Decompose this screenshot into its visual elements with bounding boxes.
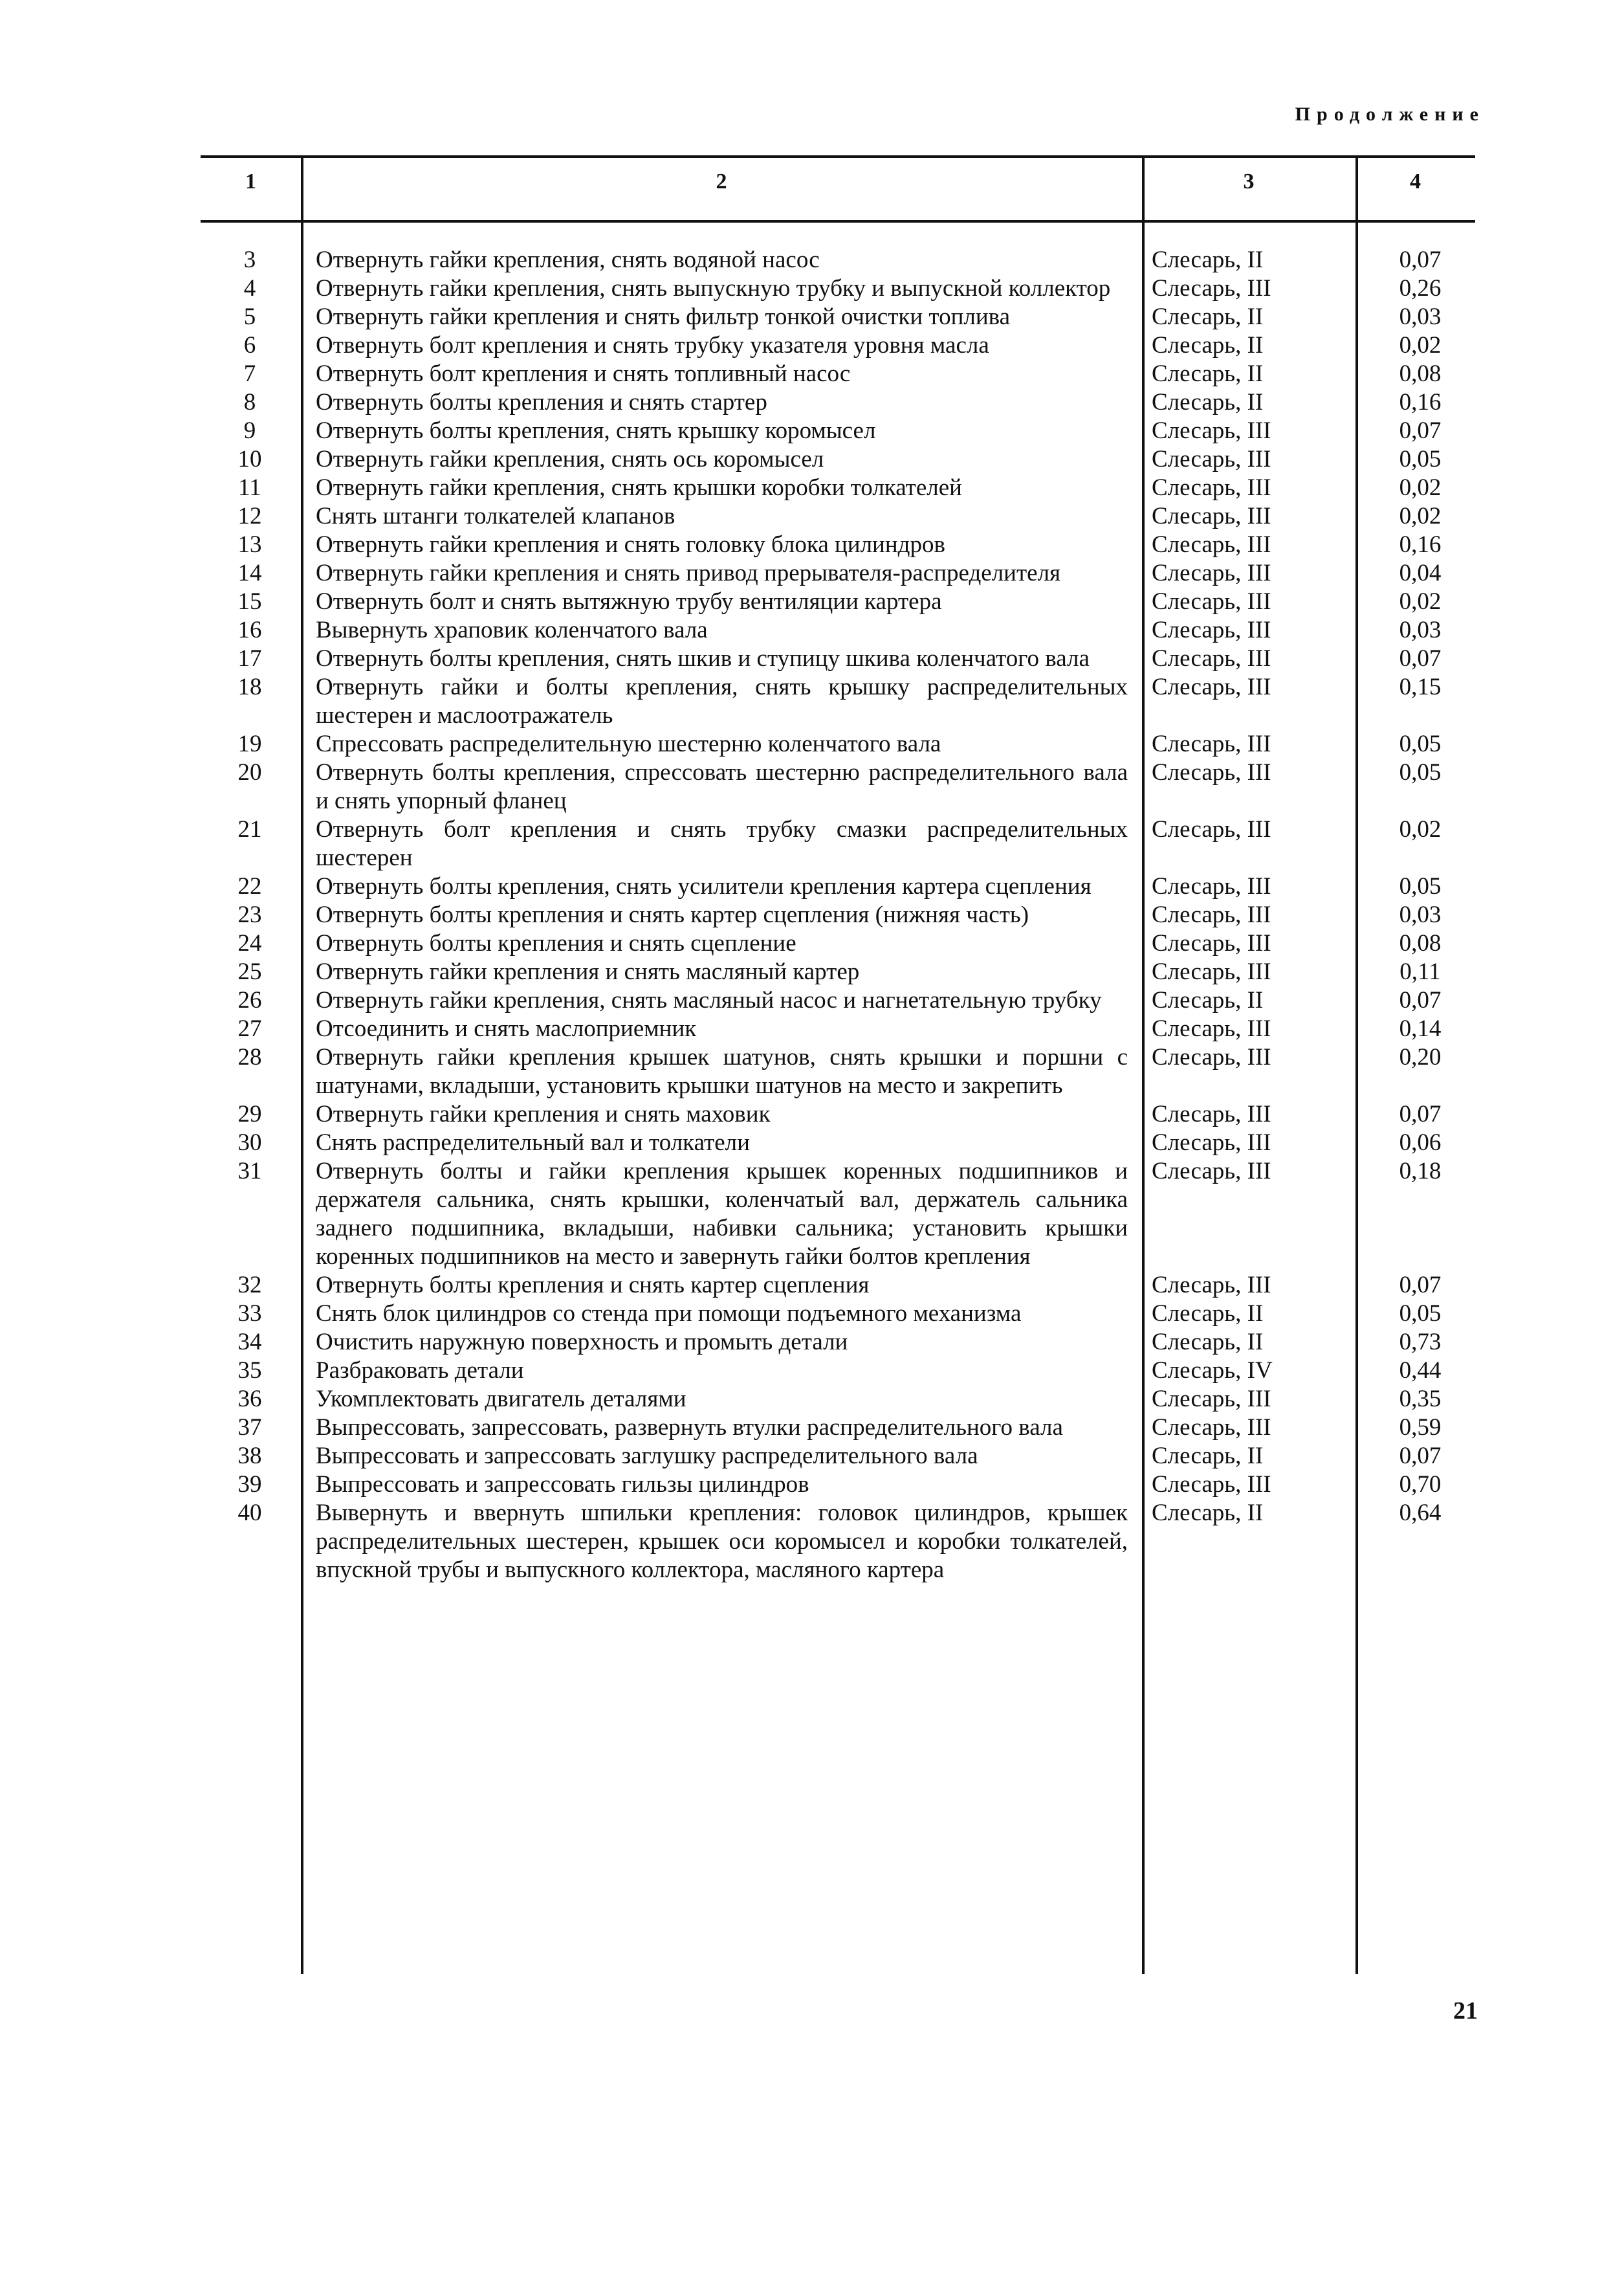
table-row <box>201 1015 1475 1043</box>
operation-description: Отвернуть болты крепления, спрессовать шестерню распределительного вала и снять упорный фланец <box>316 759 1128 814</box>
row-number: 30 <box>237 1129 262 1156</box>
operation-description: Отвернуть гайки крепления и снять маховик <box>316 1101 771 1127</box>
time-norm: 0,15 <box>1399 674 1442 700</box>
operation-description: Отвернуть болт крепления и снять трубку указателя уровня масла <box>316 332 989 359</box>
table-row <box>201 360 1475 388</box>
header-col-1: 1 <box>245 170 256 194</box>
operation-description: Отвернуть гайки крепления, снять выпускную трубку и выпускной коллектор <box>316 275 1111 302</box>
time-norm: 0,02 <box>1399 332 1442 359</box>
row-number: 4 <box>243 275 256 302</box>
table-header-rule <box>201 220 1475 223</box>
table-row <box>201 1385 1475 1414</box>
worker-grade: Слесарь, III <box>1152 446 1271 472</box>
table-row <box>201 1157 1475 1271</box>
row-number: 38 <box>237 1443 262 1469</box>
worker-grade: Слесарь, III <box>1152 674 1271 700</box>
time-norm: 0,08 <box>1399 930 1442 957</box>
row-number: 19 <box>237 731 262 757</box>
time-norm: 0,02 <box>1399 588 1442 615</box>
table-row <box>201 417 1475 445</box>
row-number: 10 <box>237 446 262 472</box>
time-norm: 0,07 <box>1399 247 1442 273</box>
time-norm: 0,07 <box>1399 1101 1442 1127</box>
operation-description: Отвернуть болты крепления, снять крышку коромысел <box>316 417 876 444</box>
worker-grade: Слесарь, III <box>1152 588 1271 615</box>
row-number: 18 <box>237 674 262 700</box>
page-number: 21 <box>1453 1997 1478 2024</box>
table-row <box>201 388 1475 417</box>
time-norm: 0,05 <box>1399 446 1442 472</box>
operation-description: Отвернуть гайки крепления и снять привод прерывателя-распределителя <box>316 560 1061 586</box>
row-number: 35 <box>237 1357 262 1384</box>
row-number: 23 <box>237 902 262 928</box>
worker-grade: Слесарь, III <box>1152 1471 1271 1498</box>
time-norm: 0,03 <box>1399 304 1442 330</box>
table-row <box>201 559 1475 588</box>
time-norm: 0,03 <box>1399 902 1442 928</box>
worker-grade: Слесарь, II <box>1152 1500 1264 1526</box>
row-number: 12 <box>237 503 262 529</box>
table-row <box>201 815 1475 872</box>
table-row <box>201 1357 1475 1385</box>
table-row <box>201 331 1475 360</box>
time-norm: 0,07 <box>1399 987 1442 1014</box>
row-number: 31 <box>237 1158 262 1184</box>
time-norm: 0,14 <box>1399 1015 1442 1042</box>
table-row <box>201 1043 1475 1100</box>
row-number: 11 <box>238 474 261 501</box>
worker-grade: Слесарь, III <box>1152 1129 1271 1156</box>
time-norm: 0,02 <box>1399 816 1442 843</box>
row-number: 16 <box>237 617 262 643</box>
time-norm: 0,02 <box>1399 503 1442 529</box>
time-norm: 0,06 <box>1399 1129 1442 1156</box>
row-number: 17 <box>237 645 262 672</box>
operation-description: Выпрессовать и запрессовать заглушку распределительного вала <box>316 1443 978 1469</box>
worker-grade: Слесарь, II <box>1152 332 1264 359</box>
worker-grade: Слесарь, II <box>1152 987 1264 1014</box>
worker-grade: Слесарь, III <box>1152 474 1271 501</box>
operation-description: Очистить наружную поверхность и промыть детали <box>316 1329 848 1355</box>
time-norm: 0,05 <box>1399 731 1442 757</box>
operation-description: Отвернуть гайки крепления и снять масляный картер <box>316 959 860 985</box>
table-row <box>201 588 1475 616</box>
row-number: 13 <box>237 531 262 558</box>
time-norm: 0,16 <box>1399 531 1442 558</box>
worker-grade: Слесарь, III <box>1152 731 1271 757</box>
worker-grade: Слесарь, II <box>1152 304 1264 330</box>
operation-description: Выпрессовать, запрессовать, развернуть втулки распределительного вала <box>316 1414 1063 1441</box>
row-number: 6 <box>243 332 256 359</box>
time-norm: 0,73 <box>1399 1329 1442 1355</box>
time-norm: 0,04 <box>1399 560 1442 586</box>
table-row <box>201 1442 1475 1470</box>
table-row <box>201 673 1475 730</box>
table-body <box>201 246 1475 1584</box>
worker-grade: Слесарь, III <box>1152 873 1271 900</box>
time-norm: 0,26 <box>1399 275 1442 302</box>
worker-grade: Слесарь, III <box>1152 503 1271 529</box>
table-row <box>201 730 1475 759</box>
table-row <box>201 872 1475 901</box>
row-number: 3 <box>243 247 256 273</box>
row-number: 32 <box>237 1272 262 1298</box>
worker-grade: Слесарь, II <box>1152 360 1264 387</box>
table-row <box>201 474 1475 502</box>
time-norm: 0,03 <box>1399 617 1442 643</box>
table-row <box>201 445 1475 474</box>
time-norm: 0,16 <box>1399 389 1442 416</box>
table-row <box>201 303 1475 331</box>
worker-grade: Слесарь, III <box>1152 902 1271 928</box>
worker-grade: Слесарь, II <box>1152 247 1264 273</box>
table-row <box>201 958 1475 986</box>
worker-grade: Слесарь, III <box>1152 759 1271 786</box>
time-norm: 0,07 <box>1399 1443 1442 1469</box>
table-row <box>201 1470 1475 1499</box>
time-norm: 0,08 <box>1399 360 1442 387</box>
operation-description: Разбраковать детали <box>316 1357 524 1384</box>
time-norm: 0,35 <box>1399 1386 1442 1412</box>
table-row <box>201 1300 1475 1328</box>
worker-grade: Слесарь, III <box>1152 617 1271 643</box>
table-row <box>201 1414 1475 1442</box>
operation-description: Отвернуть гайки крепления, снять водяной насос <box>316 247 820 273</box>
operation-description: Отвернуть болты крепления и снять сцепление <box>316 930 796 957</box>
time-norm: 0,07 <box>1399 417 1442 444</box>
row-number: 9 <box>243 417 256 444</box>
operation-description: Отвернуть болты крепления и снять стартер <box>316 389 767 416</box>
time-norm: 0,02 <box>1399 474 1442 501</box>
table-row <box>201 1100 1475 1129</box>
time-norm: 0,59 <box>1399 1414 1442 1441</box>
worker-grade: Слесарь, III <box>1152 1044 1271 1070</box>
row-number: 15 <box>237 588 262 615</box>
table-row <box>201 616 1475 645</box>
operation-description: Отвернуть гайки и болты крепления, снять крышку распределительных шестерен и маслоотражатель <box>316 674 1128 729</box>
table-row <box>201 1129 1475 1157</box>
time-norm: 0,18 <box>1399 1158 1442 1184</box>
table-row <box>201 246 1475 274</box>
row-number: 29 <box>237 1101 262 1127</box>
worker-grade: Слесарь, III <box>1152 645 1271 672</box>
row-number: 22 <box>237 873 262 900</box>
operation-description: Отвернуть болты крепления и снять картер сцепления (нижняя часть) <box>316 902 1029 928</box>
operation-description: Отвернуть болт крепления и снять трубку смазки распределительных шестерен <box>316 816 1128 871</box>
row-number: 37 <box>237 1414 262 1441</box>
row-number: 40 <box>237 1500 262 1526</box>
operations-table <box>201 155 1475 1974</box>
worker-grade: Слесарь, III <box>1152 959 1271 985</box>
table-row <box>201 1499 1475 1584</box>
worker-grade: Слесарь, III <box>1152 531 1271 558</box>
table-row <box>201 929 1475 958</box>
worker-grade: Слесарь, III <box>1152 1158 1271 1184</box>
worker-grade: Слесарь, III <box>1152 1414 1271 1441</box>
operation-description: Отсоединить и снять маслоприемник <box>316 1015 697 1042</box>
worker-grade: Слесарь, II <box>1152 389 1264 416</box>
worker-grade: Слесарь, III <box>1152 275 1271 302</box>
time-norm: 0,05 <box>1399 873 1442 900</box>
operation-description: Снять штанги толкателей клапанов <box>316 503 675 529</box>
table-row <box>201 901 1475 929</box>
worker-grade: Слесарь, II <box>1152 1300 1264 1327</box>
row-number: 34 <box>237 1329 262 1355</box>
worker-grade: Слесарь, III <box>1152 560 1271 586</box>
row-number: 39 <box>237 1471 262 1498</box>
time-norm: 0,05 <box>1399 1300 1442 1327</box>
header-col-3: 3 <box>1243 170 1255 194</box>
operation-description: Снять блок цилиндров со стенда при помощи подъемного механизма <box>316 1300 1022 1327</box>
worker-grade: Слесарь, IV <box>1152 1357 1273 1384</box>
operation-description: Укомплектовать двигатель деталями <box>316 1386 686 1412</box>
time-norm: 0,64 <box>1399 1500 1442 1526</box>
table-row <box>201 1271 1475 1300</box>
row-number: 7 <box>243 360 256 387</box>
row-number: 33 <box>237 1300 262 1327</box>
header-col-4: 4 <box>1410 170 1421 194</box>
operation-description: Отвернуть гайки крепления, снять крышки коробки толкателей <box>316 474 962 501</box>
time-norm: 0,44 <box>1399 1357 1442 1384</box>
operation-description: Вывернуть и ввернуть шпильки крепления: головок цилиндров, крышек распределительных шестерен, крышек оси коромысел и коробки толкателей, впускной трубы и выпускного коллектора, масляного картера <box>316 1500 1128 1583</box>
continuation-label: Продолжение <box>1295 104 1485 125</box>
time-norm: 0,05 <box>1399 759 1442 786</box>
row-number: 25 <box>237 959 262 985</box>
worker-grade: Слесарь, III <box>1152 1386 1271 1412</box>
operation-description: Спрессовать распределительную шестерню коленчатого вала <box>316 731 941 757</box>
table-row <box>201 1328 1475 1357</box>
time-norm: 0,11 <box>1399 959 1441 985</box>
worker-grade: Слесарь, III <box>1152 1101 1271 1127</box>
worker-grade: Слесарь, II <box>1152 1443 1264 1469</box>
operation-description: Снять распределительный вал и толкатели <box>316 1129 750 1156</box>
row-number: 26 <box>237 987 262 1014</box>
table-row <box>201 645 1475 673</box>
table-row <box>201 502 1475 531</box>
table-row <box>201 274 1475 303</box>
operation-description: Отвернуть болты крепления, снять усилители крепления картера сцепления <box>316 873 1092 900</box>
worker-grade: Слесарь, III <box>1152 417 1271 444</box>
worker-grade: Слесарь, III <box>1152 930 1271 957</box>
operation-description: Выпрессовать и запрессовать гильзы цилиндров <box>316 1471 809 1498</box>
worker-grade: Слесарь, II <box>1152 1329 1264 1355</box>
operation-description: Вывернуть храповик коленчатого вала <box>316 617 708 643</box>
operation-description: Отвернуть гайки крепления и снять фильтр тонкой очистки топлива <box>316 304 1011 330</box>
row-number: 20 <box>237 759 262 786</box>
row-number: 24 <box>237 930 262 957</box>
worker-grade: Слесарь, III <box>1152 816 1271 843</box>
time-norm: 0,20 <box>1399 1044 1442 1070</box>
row-number: 14 <box>237 560 262 586</box>
worker-grade: Слесарь, III <box>1152 1272 1271 1298</box>
worker-grade: Слесарь, III <box>1152 1015 1271 1042</box>
header-col-2: 2 <box>716 170 727 194</box>
operation-description: Отвернуть гайки крепления, снять масляный насос и нагнетательную трубку <box>316 987 1102 1014</box>
table-top-rule <box>201 155 1475 158</box>
time-norm: 0,07 <box>1399 1272 1442 1298</box>
operation-description: Отвернуть болт крепления и снять топливный насос <box>316 360 851 387</box>
table-row <box>201 759 1475 815</box>
operation-description: Отвернуть гайки крепления крышек шатунов, снять крышки и поршни с шатунами, вкладыши, установить крышки шатунов на место и закрепить <box>316 1044 1128 1099</box>
row-number: 36 <box>237 1386 262 1412</box>
operation-description: Отвернуть гайки крепления, снять ось коромысел <box>316 446 824 472</box>
table-row <box>201 986 1475 1015</box>
table-row <box>201 531 1475 559</box>
operation-description: Отвернуть болты крепления и снять картер сцепления <box>316 1272 870 1298</box>
time-norm: 0,07 <box>1399 645 1442 672</box>
operation-description: Отвернуть болты крепления, снять шкив и ступицу шкива коленчатого вала <box>316 645 1090 672</box>
row-number: 5 <box>243 304 256 330</box>
operation-description: Отвернуть болт и снять вытяжную трубу вентиляции картера <box>316 588 942 615</box>
row-number: 21 <box>237 816 262 843</box>
row-number: 28 <box>237 1044 262 1070</box>
operation-description: Отвернуть болты и гайки крепления крышек коренных подшипников и держателя сальника, снять крышки, коленчатый вал, держатель сальника заднего подшипника, вкладыши, набивки сальника; установить крышки коренных подшипников на место и завернуть гайки болтов крепления <box>316 1158 1128 1270</box>
time-norm: 0,70 <box>1399 1471 1442 1498</box>
row-number: 27 <box>237 1015 262 1042</box>
row-number: 8 <box>243 389 256 416</box>
operation-description: Отвернуть гайки крепления и снять головку блока цилиндров <box>316 531 945 558</box>
